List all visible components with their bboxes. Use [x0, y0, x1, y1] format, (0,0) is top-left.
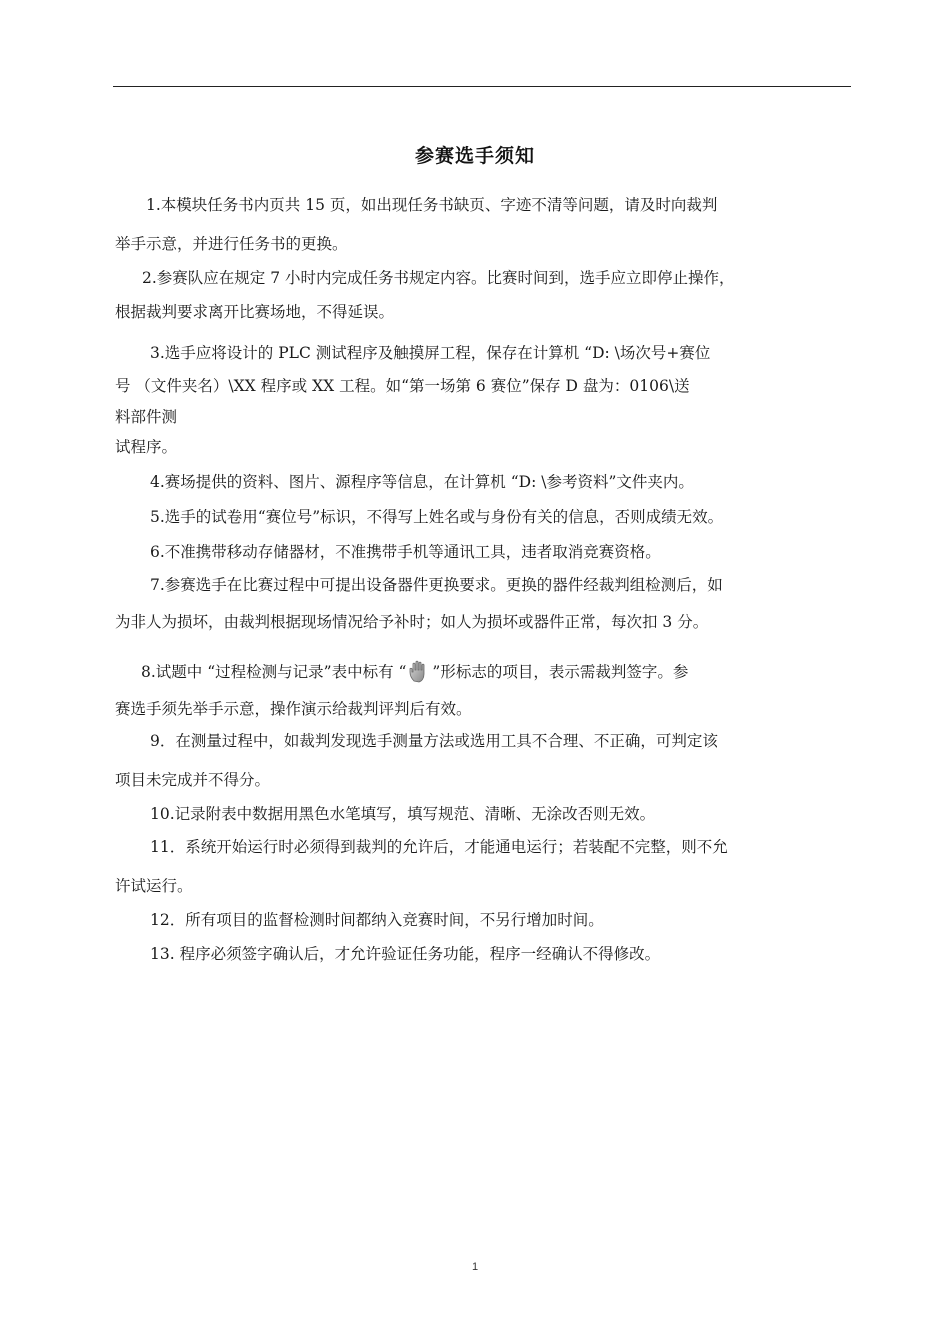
paragraph-line	[141, 659, 688, 683]
paragraph-line: 许试运行。	[115, 877, 193, 895]
paragraph-line: 11．系统开始运行时必须得到裁判的允许后，才能通电运行；若装配不完整，则不允	[150, 838, 728, 856]
header-rule	[113, 86, 851, 87]
paragraph-line: 7.参赛选手在比赛过程中可提出设备器件更换要求。更换的器件经裁判组检测后，如	[150, 576, 723, 594]
paragraph-line: 根据裁判要求离开比赛场地，不得延误。	[115, 303, 395, 321]
paragraph-line: 试程序。	[115, 438, 178, 456]
paragraph-6: 6.不准携带移动存储器材，不准携带手机等通讯工具，违者取消竞赛资格。	[150, 543, 661, 561]
page-number: 1	[471, 1261, 479, 1273]
paragraph-line: 项目未完成并不得分。	[115, 771, 271, 789]
hand-icon	[408, 659, 430, 683]
paragraph-line: 9．在测量过程中，如裁判发现选手测量方法或选用工具不合理、不正确，可判定该	[150, 732, 718, 750]
paragraph-line: 2.参赛队应在规定 7 小时内完成任务书规定内容。比赛时间到，选手应立即停止操作，	[142, 269, 735, 287]
paragraph-13: 13. 程序必须签字确认后，才允许验证任务功能，程序一经确认不得修改。	[150, 945, 661, 963]
paragraph-5: 5.选手的试卷用“赛位号”标识，不得写上姓名或与身份有关的信息，否则成绩无效。	[150, 508, 724, 526]
paragraph-line: 号 （文件夹名）\XX 程序或 XX 工程。如“第一场第 6 赛位”保存 D 盘为：0106\送	[115, 377, 690, 395]
paragraph-line: 举手示意，并进行任务书的更换。	[115, 235, 348, 253]
paragraph-4: 4.赛场提供的资料、图片、源程序等信息，在计算机 “D: \参考资料”文件夹内。	[150, 473, 694, 491]
paragraph-line: 1.本模块任务书内页共 15 页，如出现任务书缺页、字迹不清等问题，请及时向裁判	[146, 196, 718, 214]
paragraph-line: 料部件测	[115, 408, 178, 426]
paragraph-line: 为非人为损坏，由裁判根据现场情况给予补时；如人为损坏或器件正常，每次扣 3 分。	[115, 613, 709, 631]
paragraph-10: 10.记录附表中数据用黑色水笔填写，填写规范、清晰、无涂改否则无效。	[150, 805, 656, 823]
paragraph-line: 3.选手应将设计的 PLC 测试程序及触摸屏工程，保存在计算机 “D: \场次号+赛位	[150, 344, 711, 362]
paragraph-8-text-before: 8.试题中 “过程检测与记录”表中标有 “	[141, 663, 407, 681]
page-title: 参赛选手须知	[414, 145, 535, 167]
paragraph-8-text-after: ”形标志的项目，表示需裁判签字。参	[432, 663, 689, 681]
paragraph-line: 赛选手须先举手示意，操作演示给裁判评判后有效。	[115, 700, 472, 718]
paragraph-12: 12．所有项目的监督检测时间都纳入竞赛时间，不另行增加时间。	[150, 911, 604, 929]
